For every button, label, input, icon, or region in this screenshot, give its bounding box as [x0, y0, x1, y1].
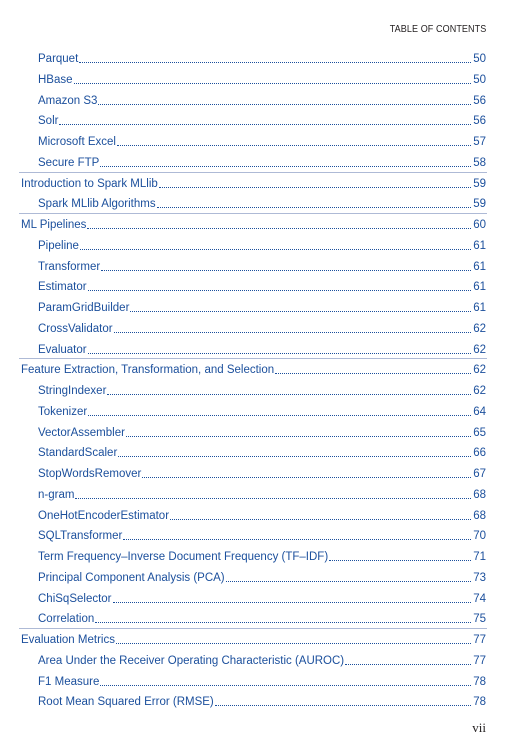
dot-leader — [95, 622, 471, 623]
toc-entry-page: 59 — [473, 178, 486, 190]
toc-section-entry[interactable] — [21, 216, 486, 232]
dot-leader — [118, 456, 471, 457]
dot-leader — [116, 643, 471, 644]
toc-entry-title: HBase — [38, 74, 73, 86]
toc-entry-title: Evaluation Metrics — [21, 634, 115, 646]
section-separator — [19, 213, 487, 214]
toc-subsection-entry[interactable] — [38, 527, 486, 543]
toc-subsection-entry[interactable] — [38, 652, 486, 668]
section-separator — [19, 628, 487, 629]
toc-entry-page: 50 — [473, 74, 486, 86]
toc-entry-page: 78 — [473, 676, 486, 688]
toc-subsection-entry[interactable] — [38, 320, 486, 336]
toc-entry-page: 62 — [473, 323, 486, 335]
toc-entry-page: 66 — [473, 447, 486, 459]
dot-leader — [123, 539, 471, 540]
toc-entry-page: 62 — [473, 344, 486, 356]
toc-entry-title: Transformer — [38, 261, 101, 273]
page-number: vii — [472, 720, 486, 735]
toc-subsection-entry[interactable] — [38, 465, 486, 481]
toc-entry-title: Root Mean Squared Error (RMSE) — [38, 696, 214, 708]
toc-entry-page: 59 — [473, 198, 486, 210]
toc-entry-title: n-gram — [38, 489, 75, 501]
toc-entry-title: CrossValidator — [38, 323, 113, 335]
toc-entry-page: 61 — [473, 302, 486, 314]
toc-subsection-entry[interactable] — [38, 590, 486, 606]
toc-entry-page: 71 — [473, 551, 486, 563]
dot-leader — [157, 207, 471, 208]
toc-entry-title: Tokenizer — [38, 406, 88, 418]
toc-subsection-entry[interactable] — [38, 610, 486, 626]
dot-leader — [74, 83, 471, 84]
toc-section-entry[interactable] — [21, 631, 486, 647]
toc-entry-title: Correlation — [38, 613, 95, 625]
toc-entry-title: Evaluator — [38, 344, 87, 356]
toc-subsection-entry[interactable] — [38, 154, 486, 170]
toc-entry-title: Parquet — [38, 53, 79, 65]
toc-entry-title: Term Frequency–Inverse Document Frequency (TF–IDF) — [38, 551, 329, 563]
toc-entry-page: 60 — [473, 219, 486, 231]
toc-entry-page: 77 — [473, 634, 486, 646]
dot-leader — [75, 498, 471, 499]
dot-leader — [100, 166, 471, 167]
toc-subsection-entry[interactable] — [38, 548, 486, 564]
dot-leader — [170, 519, 471, 520]
dot-leader — [226, 581, 471, 582]
toc-entry-title: StringIndexer — [38, 385, 107, 397]
toc-entry-page: 75 — [473, 613, 486, 625]
toc-entry-page: 74 — [473, 593, 486, 605]
toc-entry-title: Solr — [38, 115, 59, 127]
dot-leader — [101, 270, 471, 271]
section-separator — [19, 358, 487, 359]
toc-subsection-entry[interactable] — [38, 693, 486, 709]
dot-leader — [113, 602, 471, 603]
toc-section-entry[interactable] — [21, 175, 486, 191]
toc-entry-page: 67 — [473, 468, 486, 480]
dot-leader — [159, 187, 471, 188]
toc-entry-page: 57 — [473, 136, 486, 148]
running-header: TABLE OF CONTENTS — [389, 23, 486, 35]
dot-leader — [79, 62, 471, 63]
dot-leader — [345, 664, 471, 665]
toc-section-entry[interactable] — [21, 361, 486, 377]
toc-subsection-entry[interactable] — [38, 486, 486, 502]
toc-entry-title: ChiSqSelector — [38, 593, 112, 605]
toc-subsection-entry[interactable] — [38, 133, 486, 149]
dot-leader — [275, 373, 471, 374]
toc-subsection-entry[interactable] — [38, 195, 486, 211]
toc-entry-title: StandardScaler — [38, 447, 118, 459]
toc-entry-page: 70 — [473, 530, 486, 542]
section-separator — [19, 172, 487, 173]
toc-subsection-entry[interactable] — [38, 112, 486, 128]
dot-leader — [80, 249, 471, 250]
toc-entry-title: Pipeline — [38, 240, 79, 252]
toc-entry-title: Spark MLlib Algorithms — [38, 198, 156, 210]
toc-entry-title: Secure FTP — [38, 157, 100, 169]
toc-entry-page: 65 — [473, 427, 486, 439]
dot-leader — [114, 332, 471, 333]
dot-leader — [100, 685, 471, 686]
toc-subsection-entry[interactable] — [38, 92, 486, 108]
toc-entry-title: Estimator — [38, 281, 87, 293]
toc-entry-page: 73 — [473, 572, 486, 584]
toc-entry-title: ML Pipelines — [21, 219, 87, 231]
toc-entry-page: 50 — [473, 53, 486, 65]
toc-subsection-entry[interactable] — [38, 258, 486, 274]
toc-entry-page: 64 — [473, 406, 486, 418]
toc-subsection-entry[interactable] — [38, 50, 486, 66]
toc-subsection-entry[interactable] — [38, 444, 486, 460]
dot-leader — [88, 353, 471, 354]
toc-entry-title: OneHotEncoderEstimator — [38, 510, 170, 522]
toc-entry-page: 78 — [473, 696, 486, 708]
dot-leader — [87, 228, 471, 229]
toc-entry-page: 62 — [473, 385, 486, 397]
toc-subsection-entry[interactable] — [38, 382, 486, 398]
toc-entry-title: Microsoft Excel — [38, 136, 116, 148]
toc-entry-title: Area Under the Receiver Operating Characteristic (AUROC) — [38, 655, 345, 667]
toc-entry-title: Feature Extraction, Transformation, and Selection — [21, 364, 275, 376]
toc-entry-page: 68 — [473, 489, 486, 501]
dot-leader — [88, 415, 471, 416]
toc-entry-page: 61 — [473, 261, 486, 273]
toc-subsection-entry[interactable] — [38, 507, 486, 523]
toc-entry-page: 68 — [473, 510, 486, 522]
toc-entry-page: 56 — [473, 95, 486, 107]
toc-entry-title: Principal Component Analysis (PCA) — [38, 572, 225, 584]
toc-entry-page: 56 — [473, 115, 486, 127]
toc-entry-title: SQLTransformer — [38, 530, 123, 542]
toc-entry-title: F1 Measure — [38, 676, 100, 688]
dot-leader — [130, 311, 471, 312]
toc-subsection-entry[interactable] — [38, 569, 486, 585]
toc-entry-title: Amazon S3 — [38, 95, 98, 107]
dot-leader — [215, 705, 471, 706]
toc-subsection-entry[interactable] — [38, 403, 486, 419]
dot-leader — [59, 124, 471, 125]
dot-leader — [88, 290, 471, 291]
toc-entry-page: 77 — [473, 655, 486, 667]
dot-leader — [117, 145, 471, 146]
toc-subsection-entry[interactable] — [38, 424, 486, 440]
dot-leader — [107, 394, 471, 395]
toc-entry-title: Introduction to Spark MLlib — [21, 178, 158, 190]
dot-leader — [142, 477, 471, 478]
toc-entry-title: StopWordsRemover — [38, 468, 142, 480]
toc-entry-page: 61 — [473, 240, 486, 252]
toc-entry-title: ParamGridBuilder — [38, 302, 130, 314]
toc-entry-page: 62 — [473, 364, 486, 376]
toc-entry-page: 61 — [473, 281, 486, 293]
toc-subsection-entry[interactable] — [38, 299, 486, 315]
toc-subsection-entry[interactable] — [38, 237, 486, 253]
toc-entry-title: VectorAssembler — [38, 427, 125, 439]
toc-subsection-entry[interactable] — [38, 673, 486, 689]
toc-subsection-entry[interactable] — [38, 341, 486, 357]
toc-entry-page: 58 — [473, 157, 486, 169]
toc-subsection-entry[interactable] — [38, 278, 486, 294]
dot-leader — [329, 560, 471, 561]
toc-subsection-entry[interactable] — [38, 71, 486, 87]
dot-leader — [126, 436, 471, 437]
dot-leader — [98, 104, 471, 105]
